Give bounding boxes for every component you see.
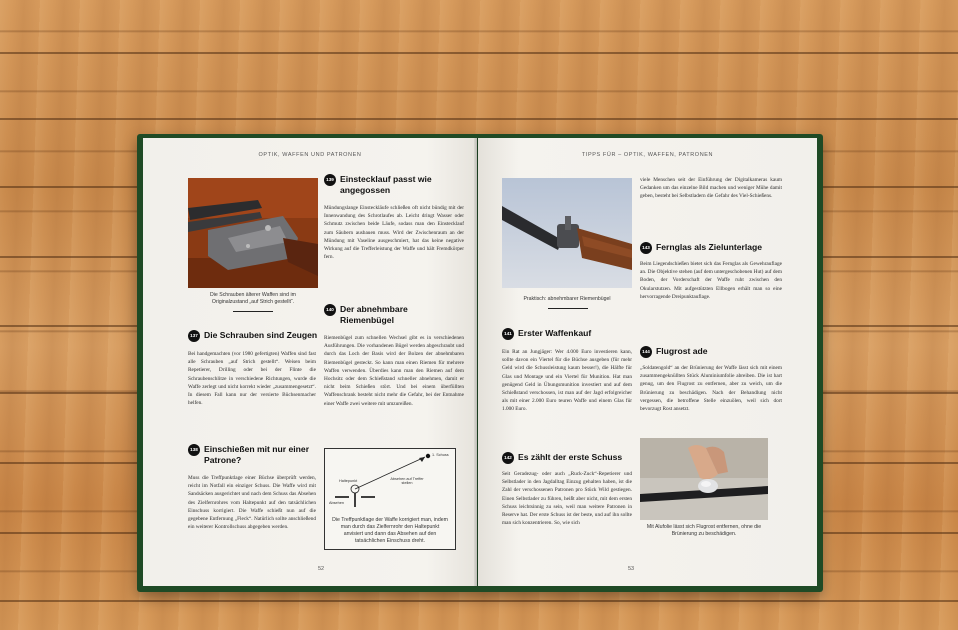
section-heading [640, 346, 790, 358]
section-text: „Soldatengold“ an der Brünierung der Waffe lässt sich mit einem zusammengeknüllten Stück Aluminiumfolie abreiben. Die ist hart genug, um den Flugrost zu entfernen, aber zu weich, um die Brünierung zu beschädigen. Nach der Behandlung nicht vergessen, die betroffene Stelle einzuölen, weil sich dort bevorzugt Rost ansetzt. [640, 365, 782, 413]
running-head: TIPPS FÜR – OPTIK, WAFFEN, PATRONEN [581, 152, 714, 158]
section-heading [502, 452, 634, 464]
shotgun-photo [188, 178, 318, 288]
section-title: Es zählt der erste Schuss [518, 452, 623, 462]
right-page [478, 138, 817, 586]
sling-swivel-photo [502, 178, 632, 288]
section-heading [324, 304, 464, 326]
section-number: 138 [188, 444, 200, 456]
left-page [143, 138, 477, 586]
section-title: Erster Waffenkauf [518, 328, 592, 338]
section-heading [324, 174, 464, 196]
intro-text: viele Menschen seit der Einführung der Digitalkameras kaum Gedanken um das einzelne Bild machen und weniger Mühe damit geben, besteht bei Selbstladern die Gefahr des Viel-Schießens. [640, 177, 782, 200]
photo-caption: Praktisch: abnehmbarer Riemenbügel [523, 296, 611, 302]
section-number: 141 [502, 328, 514, 340]
label-move: Absehen auf Treffer stellen [390, 477, 424, 485]
section-number: 139 [324, 174, 336, 186]
reticle-diagram [324, 448, 456, 550]
section-title: Fernglas als Zielunterlage [656, 242, 763, 252]
section-number: 140 [324, 304, 336, 316]
section-text: Seit Geradezug- oder auch „Ruck-Zuck“-Repetierer und Selbstlader in den Jagdalltag Einzug gehalten haben, ist die Zahl der verschossenen Patronen pro Stück Wild gestiegen. Einen Selbstlader zu führen, heißt aber nicht, mit dem ersten Schuss leichtsinnig zu sein, weil man weitere Patronen in Reserve hat. Der erste Schuss ist der beste, und auf ihn sollte man sich konzentrieren. So, wie sich [502, 471, 632, 527]
section-text: Mündungslange Einsteckläufe schließen oft nicht bündig mit der Innenwandung des Schrotlaufes ab. Leicht dringt Wasser oder Schmutz zwischen beide Läufe, sodass man den Einstecklauf zum Säubern ausbauen muss. Wird der Zwischenraum an der Mündung mit Vaseline ausgeschmiert, hat das keine negative Wirkung auf die Trefferleistung der Waffe und hält Fremdkörper fern. [324, 205, 464, 261]
photo-caption: Die Schrauben älterer Waffen sind im Originalzustand „auf Strich gestellt“. [210, 292, 296, 305]
section-title: Der abnehmbare Riemenbügel [340, 304, 408, 325]
section-text: Beim Liegendschießen bietet sich das Fernglas als Gewehrauflage an. Die Objektive stehen (auf dem untergeschobenen Hut) auf dem Boden, der Vorderschaft der Waffe ruht zwischen den Okularstutzen. Mit aufgestützten Ellbogen erhält man so eine hervorragende Dreipunktauflage. [640, 261, 782, 300]
section-number: 142 [502, 452, 514, 464]
section-heading [188, 330, 318, 342]
page-number: 52 [318, 566, 325, 572]
section-text: Bei handgemachten (vor 1980 gefertigten) Waffen sind fast alle Schrauben „auf Strich gestellt“. Weisen beim Repetierer, Drilling oder bei der Flinte die Schraubenschlitze in verschiedene Richtungen, wurde die Waffe zerlegt und nicht korrekt wieder „zusammengesetzt“. In diesem Fall kann nur der versierte Büchsenmacher helfen. [188, 351, 316, 407]
section-title: Die Schrauben sind Zeugen [204, 330, 318, 340]
foil-rust-photo [640, 438, 768, 520]
section-number: 143 [640, 242, 652, 254]
section-text: Ein Rat an Jungjäger: Wer 4.000 Euro investieren kann, sollte davon ein Viertel für die Büchse ausgeben (für mehr Geld wird die Schussleistung kaum besser!), die Hälfte für Glas und Montage und ein Viertel für Munition. Hat man genügend Geld in Übungsmunition investiert und auf dem Schießstand verschossen, ist man auf der Jagd erfolgreicher als mit einer 2.000 Euro teuren Waffe und einem Glas für 1.000 Euro. [502, 349, 632, 413]
label-shot: 1. Schuss [432, 453, 449, 457]
section-heading [502, 328, 634, 340]
section-text: Riemenbügel zum schnellen Wechsel gibt es in verschiedenen Ausführungen. Die vorhandenen Bügel werden abgeschraubt und durch das Loch der Basis wird der Bolzen der abnehmbaren Riemenbügel gesteckt. So kann man einen Riemen für mehrere Waffen verwenden. Überdies kann man den Riemen auf dem Hochsitz oder dem Schießstand schneller abnehmen, damit er nicht beim Schießen stört. Und bei einem überfüllten Waffenschrank besteht nicht mehr die Gefahr, bei der Entnahme einer Waffe zwei weitere mit umzureißen. [324, 335, 464, 407]
section-number: 144 [640, 346, 652, 358]
caption-rule [548, 308, 588, 309]
caption-rule [233, 311, 273, 312]
section-heading [640, 242, 790, 254]
label-hold: Haltepunkt [339, 479, 358, 483]
section-heading [188, 444, 318, 466]
section-title: Flugrost ade [656, 346, 708, 356]
section-title: Einschießen mit nur einer Patrone? [204, 444, 310, 465]
section-title: Einstecklauf passt wie angegossen [340, 174, 432, 195]
running-head: OPTIK, WAFFEN UND PATRONEN [258, 152, 362, 158]
diagram-caption: Die Treffpunktlage der Waffe korrigiert man, indem man durch das Zielfernrohr den Haltepunkt anvisiert und dann das Absehen auf den tatsächlichen Einschuss dreht. [332, 517, 448, 544]
section-text: Muss die Treffpunktlage einer Büchse überprüft werden, reicht im Notfall ein einziger Schuss. Die Waffe wird mit Sandsäcken ausgerichtet und nach dem Schuss das Absehen des Zielfernrohres vom Haltepunkt auf den tatsächlichen Einschuss korrigiert. Die Waffe schießt nun auf die gegebene Entfernung „Fleck“. Natürlich sollte anschließend ein weiterer Kontrollschuss abgegeben werden. [188, 475, 316, 531]
section-number: 137 [188, 330, 200, 342]
label-reticle: Absehen [329, 501, 344, 505]
photo-caption: Mit Alufolie lässt sich Flugrost entfernen, ohne die Brünierung zu beschädigen. [646, 524, 762, 537]
page-number: 53 [628, 566, 635, 572]
